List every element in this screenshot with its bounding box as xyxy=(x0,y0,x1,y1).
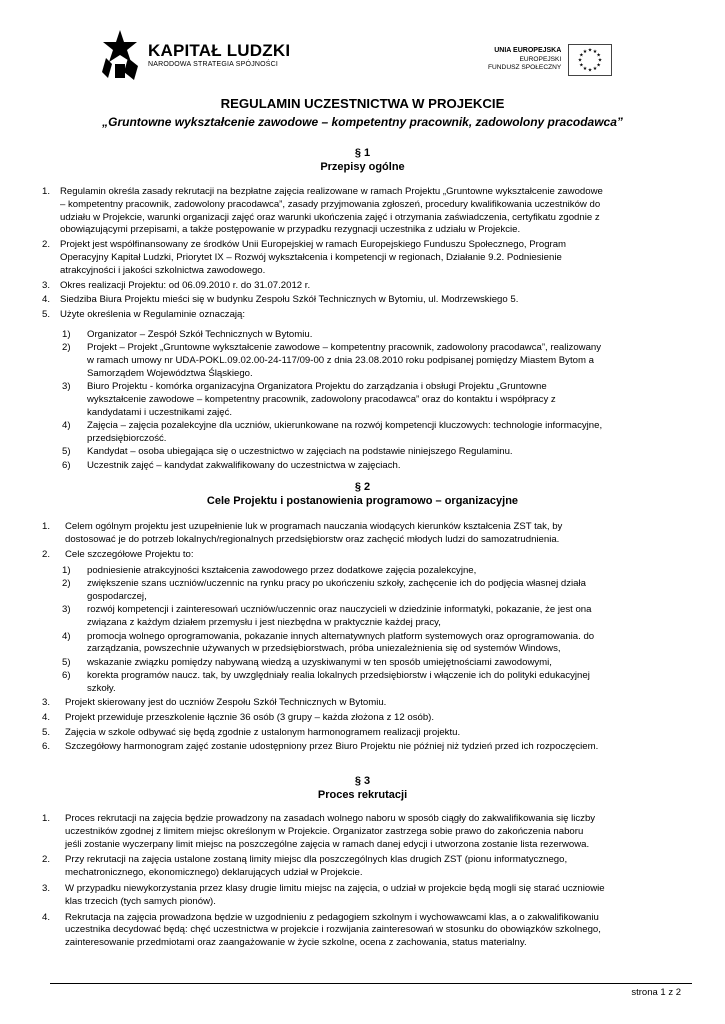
eu-star-icon: ★ xyxy=(579,52,584,59)
list-number: 4. xyxy=(42,911,51,923)
list-number: 3) xyxy=(62,381,71,393)
list-item-line: jeśli zostanie wyczerpany limit miejsc na poszczególne zajęcia w ramach danej edycji i utworzona zostanie lista rezerwowa. xyxy=(65,838,590,850)
eu-star-icon: ★ xyxy=(593,66,598,73)
list-number: 1. xyxy=(42,521,51,532)
footer-rule xyxy=(50,983,692,984)
list-number: 6. xyxy=(42,741,51,753)
list-number: 3. xyxy=(42,883,51,894)
list-item-line: zainteresowanie przedmiotami oraz zaangażowanie w życie szkolne, ocena z zachowania, status materialny. xyxy=(65,937,527,949)
eu-line-3: FUNDUSZ SPOŁECZNY xyxy=(488,64,562,72)
list-item-line: W przypadku niewykorzystania przez klasy drugie limitu miejsc na zajęcia, o udział w projekcie będą mogli się starać uczniowie xyxy=(65,883,605,894)
list-item-line: przedsiębiorczość. xyxy=(87,432,167,444)
list-item-line: Organizator – Zespół Szkół Technicznych w Bytomiu. xyxy=(87,329,313,340)
list-item-line: gospodarczej, xyxy=(87,591,147,603)
list-item-line: Rekrutacja na zajęcia prowadzona będzie w uzgodnieniu z pedagogiem szkolnym i wychowawcami klas, a o zakwalifikowaniu xyxy=(65,911,599,923)
list-item-line: atrakcyjności i jakości szkolnictwa zawodowego. xyxy=(60,264,266,276)
list-number: 5. xyxy=(42,726,51,738)
list-item-line: promocja wolnego oprogramowania, pokazanie innych alternatywnych platform systemowych oraz oprogramowania. do xyxy=(87,630,595,642)
list-item-line: Projekt – Projekt „Gruntowne wykształcenie zawodowe – kompetentny pracownik, zadowolony pracodawca”, realizowany xyxy=(87,342,602,354)
eu-star-icon: ★ xyxy=(583,48,588,55)
list-number: 6) xyxy=(62,459,71,471)
list-item-line: Szczegółowy harmonogram zajęć zostanie udostępniony przez Biuro Projektu nie później niż tydzień przed ich rozpoczęciem. xyxy=(65,741,599,753)
section-3-number: § 3 xyxy=(354,775,371,787)
list-number: 1. xyxy=(42,813,51,824)
list-number: 3. xyxy=(42,279,51,291)
list-item-line: Uczestnik zajęć – kandydat zakwalifikowany do uczestnictwa w zajęciach. xyxy=(87,459,401,471)
list-item-line: – kompetentny pracownik, zadowolony pracodawca”, zasady przyjmowania zgłoszeń, procedury kwalifikowania uczestników do xyxy=(60,198,601,210)
list-item-line: zwiększenie szans uczniów/uczennic na rynku pracy po ukończeniu szkoły, zachęcenie ich do podjęcia własnej działa xyxy=(87,578,586,590)
eu-flag-icon xyxy=(568,44,612,76)
list-item-line: Zajęcia – zajęcia pozalekcyjne dla uczniów, ukierunkowane na rozwój kompetencji kluczowych: technologie informacyjne, xyxy=(87,420,603,432)
section-1-heading: Przepisy ogólne xyxy=(320,161,405,173)
list-number: 5) xyxy=(62,656,71,668)
list-item-line: mechatronicznego, ekonomicznego) deklarujących udział w Projekcie. xyxy=(65,867,363,879)
list-item-line: Projekt skierowany jest do uczniów Zespołu Szkół Technicznych w Bytomiu. xyxy=(65,697,387,708)
list-item-line: dostosować je do potrzeb lokalnych/regionalnych przedsiębiorstw oraz zachęcić młodych ludzi do samozatrudnienia. xyxy=(65,533,560,545)
list-item-line: Cele szczegółowe Projektu to: xyxy=(65,548,194,560)
list-number: 5. xyxy=(42,309,51,321)
list-item-line: udziału w Projekcie, warunki organizacji zajęć oraz warunki ukończenia zajęć i otrzymania zaświadczenia, certyfikatu zgodnie z xyxy=(60,211,600,223)
eu-star-icon: ★ xyxy=(598,57,603,64)
page-number: strona 1 z 2 xyxy=(631,987,681,998)
list-item-line: Siedziba Biura Projektu mieści się w budynku Zespołu Szkół Technicznych w Bytomiu, ul. Modrzewskiego 5. xyxy=(60,294,519,306)
kapital-ludzki-logo xyxy=(98,28,290,82)
list-item-line: Proces rekrutacji na zajęcia będzie prowadzony na zasadach wolnego naboru w sposób ciągły do zakwalifikowania się liczby xyxy=(65,813,596,824)
section-2-number: § 2 xyxy=(354,481,371,493)
list-number: 4) xyxy=(62,420,71,432)
list-item-line: w ramach umowy nr UDA-POKL.09.02.00-24-117/09-00 z dnia 23.08.2010 roku podpisanej pomiędzy Miastem Bytom a xyxy=(87,355,594,367)
document-subtitle: „Gruntowne wykształcenie zawodowe – kompetentny pracownik, zadowolony pracodawca” xyxy=(102,115,623,129)
list-item-line: klas trzecich (tych samych pionów). xyxy=(65,895,216,907)
eu-line-1: UNIA EUROPEJSKA xyxy=(494,47,562,55)
list-item-line: kandydatami i uczestnikami zajęć. xyxy=(87,406,233,418)
list-item-line: szkoły. xyxy=(87,682,116,694)
section-2-heading: Cele Projektu i postanowienia programowo – organizacyjne xyxy=(206,495,519,507)
list-item-line: Przy rekrutacji na zajęcia ustalone zostaną limity miejsc dla poszczególnych klas drugich ZST (pionu informatycznego, xyxy=(65,854,568,866)
list-item-line: Operacyjny Kapitał Ludzki, Priorytet IX – Rozwój wykształcenia i kompetencji w regionach, Działanie 9.2. Podniesienie xyxy=(60,252,562,263)
list-item-line: Projekt jest współfinansowany ze środków Unii Europejskiej w ramach Europejskiego Funduszu Społecznego, Program xyxy=(60,239,567,251)
list-number: 5) xyxy=(62,446,71,458)
list-item-line: rozwój kompetencji i zainteresowań uczniów/uczennic oraz nauczycieli w dziedzinie informatyki, pokazanie, że jest ona xyxy=(87,604,592,616)
list-number: 2. xyxy=(42,854,51,866)
logo-title: KAPITAŁ LUDZKI xyxy=(148,40,291,60)
list-item-line: Biuro Projektu - komórka organizacyjna Organizatora Projektu do zarządzania i obsługi Projektu „Gruntowne xyxy=(87,381,547,393)
list-item-line: związana z każdym działem przemysłu i jest niezbędna w praktycznie każdej pracy, xyxy=(87,617,441,629)
document-title: REGULAMIN UCZESTNICTWA W PROJEKCIE xyxy=(220,96,505,111)
list-item-line: Celem ogólnym projektu jest uzupełnienie luk w programach nauczania wiodących kierunków kształcenia ZST tak, by xyxy=(65,521,563,532)
list-number: 4) xyxy=(62,630,71,642)
eu-star-icon: ★ xyxy=(578,57,583,64)
eu-star-icon: ★ xyxy=(596,62,602,69)
logo-subtitle: NARODOWA STRATEGIA SPÓJNOŚCI xyxy=(148,60,279,68)
eu-line-2: EUROPEJSKI xyxy=(519,55,562,63)
section-3-heading: Proces rekrutacji xyxy=(317,789,408,801)
eu-logo xyxy=(488,44,612,76)
list-item-line: wykształcenie zawodowe – kompetentny pracownik, zadowolony pracodawca” oraz do kontaktu i współpracy z xyxy=(87,394,556,405)
list-number: 2. xyxy=(42,548,51,560)
list-number: 1) xyxy=(62,329,71,340)
eu-star-icon: ★ xyxy=(588,47,593,54)
list-number: 2) xyxy=(62,342,71,354)
list-item-line: Okres realizacji Projektu: od 06.09.2010 r. do 31.07.2012 r. xyxy=(60,279,311,291)
list-item-line: Zajęcia w szkole odbywać się będą zgodnie z ustalonym harmonogramem realizacji projektu. xyxy=(65,726,461,738)
list-item-line: zarządzania, powszechnie używanych w przedsiębiorstwach, próba uniezależnienia się od systemów Windows, xyxy=(87,643,561,655)
list-item-line: podniesienie atrakcyjności kształcenia zawodowego przez dodatkowe zajęcia pozalekcyjne, xyxy=(87,565,477,576)
section-1-number: § 1 xyxy=(354,147,371,159)
list-number: 6) xyxy=(62,669,71,681)
eu-star-icon: ★ xyxy=(588,67,593,74)
eu-star-icon: ★ xyxy=(579,62,584,69)
list-number: 2) xyxy=(62,578,71,590)
list-item-line: uczestników zgodnej z limitem miejsc określonym w Projekcie. Organizator zastrzega sobie prawo do zakończenia naboru xyxy=(65,825,584,837)
eu-star-icon: ★ xyxy=(583,66,588,73)
list-item-line: Użyte określenia w Regulaminie oznaczają: xyxy=(60,309,246,321)
list-item-line: obowiązującymi przepisami, a także postępowanie w przypadku rezygnacji uczestnika z udziału w Projekcie. xyxy=(60,224,521,236)
list-item-line: Kandydat – osoba ubiegająca się o uczestnictwo w zajęciach na podstawie niniejszego Regulaminu. xyxy=(87,446,513,458)
list-item-line: Projekt przewiduje przeszkolenie łącznie 36 osób (3 grupy – każda złożona z 12 osób). xyxy=(65,711,435,723)
list-item-line: korekta programów naucz. tak, by uwzględniały realia lokalnych przedsiębiorstw i włączenie ich do polityki edukacyjnej xyxy=(87,669,590,681)
eu-star-icon: ★ xyxy=(593,48,598,55)
kapital-ludzki-emblem-icon xyxy=(98,28,142,82)
list-item-line: uczestnika decydować będą: chęć uczestnictwa w projekcie i rozwijania zainteresowań w stosunku do obowiązków szkolnego, xyxy=(65,924,601,936)
eu-star-icon: ★ xyxy=(596,52,602,59)
list-number: 2. xyxy=(42,239,51,251)
list-item-line: Regulamin określa zasady rekrutacji na bezpłatne zajęcia realizowane w ramach Projektu „Gruntowne wykształcenie zawodowe xyxy=(60,186,603,197)
list-number: 4. xyxy=(42,294,51,306)
list-number: 3. xyxy=(42,697,51,708)
list-item-line: wskazanie związku pomiędzy nabywaną wiedzą a uzyskiwanymi w ten sposób umiejętnościami zawodowymi, xyxy=(87,656,552,668)
list-number: 4. xyxy=(42,711,51,723)
list-number: 1) xyxy=(62,565,71,576)
list-item-line: Samorządem Województwa Śląskiego. xyxy=(87,367,253,379)
list-number: 1. xyxy=(42,186,51,197)
list-number: 3) xyxy=(62,604,71,616)
